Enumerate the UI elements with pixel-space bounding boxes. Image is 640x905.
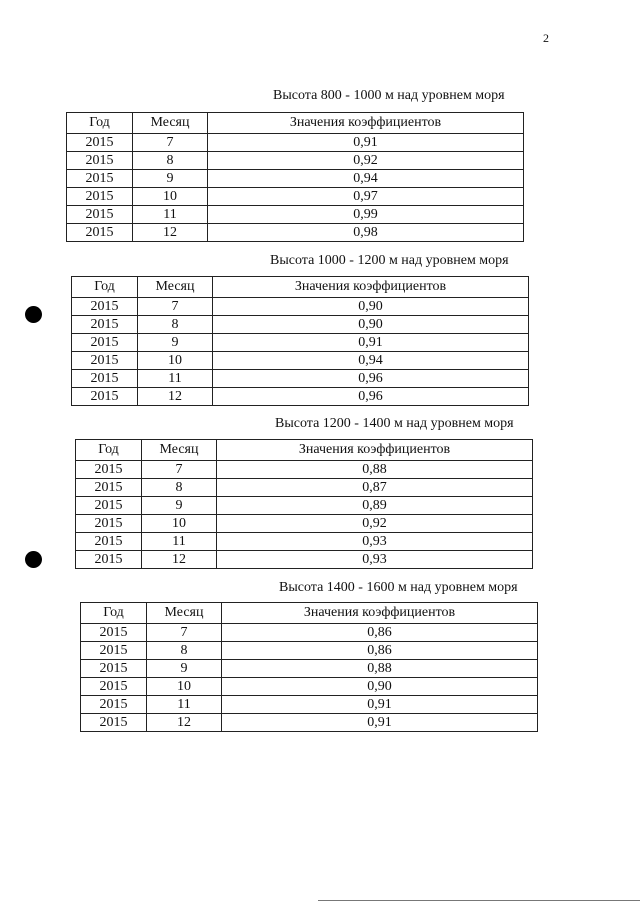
section-caption: Высота 1400 - 1600 м над уровнем моря (279, 580, 518, 595)
coefficients-table (75, 439, 533, 569)
table-row (72, 334, 529, 352)
cell-value: 0,97 (208, 188, 524, 206)
table-row (72, 316, 529, 334)
punch-hole-top (25, 306, 42, 323)
header-month: Месяц (142, 440, 217, 461)
cell-month: 11 (147, 696, 222, 714)
cell-month: 8 (133, 152, 208, 170)
cell-month: 8 (138, 316, 213, 334)
cell-year: 2015 (76, 515, 142, 533)
cell-year: 2015 (81, 660, 147, 678)
table-row (72, 298, 529, 316)
table-row (76, 533, 533, 551)
section-caption: Высота 800 - 1000 м над уровнем моря (273, 88, 505, 103)
table-row (76, 479, 533, 497)
cell-month: 12 (142, 551, 217, 569)
cell-month: 7 (142, 461, 217, 479)
cell-value: 0,91 (208, 134, 524, 152)
cell-month: 12 (138, 388, 213, 406)
cell-year: 2015 (72, 298, 138, 316)
table-row (67, 206, 524, 224)
cell-year: 2015 (67, 152, 133, 170)
cell-month: 9 (138, 334, 213, 352)
cell-month: 10 (133, 188, 208, 206)
cell-year: 2015 (81, 624, 147, 642)
table-row (67, 134, 524, 152)
punch-hole-bottom (25, 551, 42, 568)
table-row (67, 188, 524, 206)
table-row (76, 461, 533, 479)
table-row (81, 714, 538, 732)
header-month: Месяц (147, 603, 222, 624)
cell-year: 2015 (76, 533, 142, 551)
cell-month: 9 (147, 660, 222, 678)
cell-month: 11 (142, 533, 217, 551)
cell-value: 0,91 (213, 334, 529, 352)
cell-month: 9 (142, 497, 217, 515)
coefficients-table (80, 602, 538, 732)
cell-year: 2015 (72, 316, 138, 334)
section-caption: Высота 1000 - 1200 м над уровнем моря (270, 253, 509, 268)
cell-month: 8 (142, 479, 217, 497)
cell-value: 0,96 (213, 388, 529, 406)
header-value: Значения коэффициентов (222, 603, 538, 624)
table-row (67, 152, 524, 170)
header-year: Год (76, 440, 142, 461)
coefficients-table (71, 276, 529, 406)
table-row (72, 370, 529, 388)
table-row (81, 624, 538, 642)
cell-value: 0,87 (217, 479, 533, 497)
table-row (76, 551, 533, 569)
cell-year: 2015 (67, 188, 133, 206)
cell-month: 10 (147, 678, 222, 696)
cell-year: 2015 (76, 551, 142, 569)
cell-month: 9 (133, 170, 208, 188)
table-row (81, 642, 538, 660)
cell-month: 12 (147, 714, 222, 732)
cell-value: 0,90 (222, 678, 538, 696)
cell-year: 2015 (72, 352, 138, 370)
cell-value: 0,96 (213, 370, 529, 388)
cell-month: 7 (147, 624, 222, 642)
header-year: Год (67, 113, 133, 134)
cell-value: 0,94 (208, 170, 524, 188)
header-month: Месяц (138, 277, 213, 298)
cell-value: 0,90 (213, 298, 529, 316)
page-number: 2 (543, 31, 549, 45)
header-value: Значения коэффициентов (213, 277, 529, 298)
cell-value: 0,91 (222, 696, 538, 714)
cell-year: 2015 (72, 370, 138, 388)
cell-year: 2015 (76, 497, 142, 515)
cell-month: 10 (142, 515, 217, 533)
section-caption: Высота 1200 - 1400 м над уровнем моря (275, 416, 514, 431)
table-row (67, 224, 524, 242)
cell-value: 0,88 (222, 660, 538, 678)
table-row (67, 170, 524, 188)
table-row (76, 497, 533, 515)
table-header-row (76, 440, 533, 461)
header-value: Значения коэффициентов (217, 440, 533, 461)
cell-year: 2015 (72, 334, 138, 352)
cell-year: 2015 (81, 678, 147, 696)
cell-value: 0,91 (222, 714, 538, 732)
cell-month: 11 (138, 370, 213, 388)
cell-value: 0,88 (217, 461, 533, 479)
cell-year: 2015 (67, 206, 133, 224)
cell-value: 0,94 (213, 352, 529, 370)
table-header-row (72, 277, 529, 298)
table-row (72, 352, 529, 370)
coefficients-table (66, 112, 524, 242)
cell-year: 2015 (81, 696, 147, 714)
cell-year: 2015 (81, 642, 147, 660)
header-value: Значения коэффициентов (208, 113, 524, 134)
cell-year: 2015 (67, 170, 133, 188)
table-row (81, 678, 538, 696)
scan-edge-line (318, 900, 640, 901)
cell-value: 0,89 (217, 497, 533, 515)
header-month: Месяц (133, 113, 208, 134)
cell-month: 10 (138, 352, 213, 370)
table-header-row (67, 113, 524, 134)
cell-month: 12 (133, 224, 208, 242)
cell-month: 7 (138, 298, 213, 316)
table-row (72, 388, 529, 406)
header-year: Год (81, 603, 147, 624)
cell-month: 11 (133, 206, 208, 224)
cell-value: 0,86 (222, 624, 538, 642)
cell-year: 2015 (81, 714, 147, 732)
cell-value: 0,93 (217, 533, 533, 551)
header-year: Год (72, 277, 138, 298)
cell-month: 8 (147, 642, 222, 660)
cell-value: 0,86 (222, 642, 538, 660)
table-row (81, 660, 538, 678)
table-row (81, 696, 538, 714)
table-header-row (81, 603, 538, 624)
table-row (76, 515, 533, 533)
cell-year: 2015 (67, 224, 133, 242)
cell-month: 7 (133, 134, 208, 152)
cell-value: 0,92 (208, 152, 524, 170)
cell-value: 0,90 (213, 316, 529, 334)
cell-value: 0,99 (208, 206, 524, 224)
cell-value: 0,92 (217, 515, 533, 533)
cell-year: 2015 (67, 134, 133, 152)
cell-value: 0,98 (208, 224, 524, 242)
cell-value: 0,93 (217, 551, 533, 569)
cell-year: 2015 (76, 479, 142, 497)
cell-year: 2015 (76, 461, 142, 479)
cell-year: 2015 (72, 388, 138, 406)
